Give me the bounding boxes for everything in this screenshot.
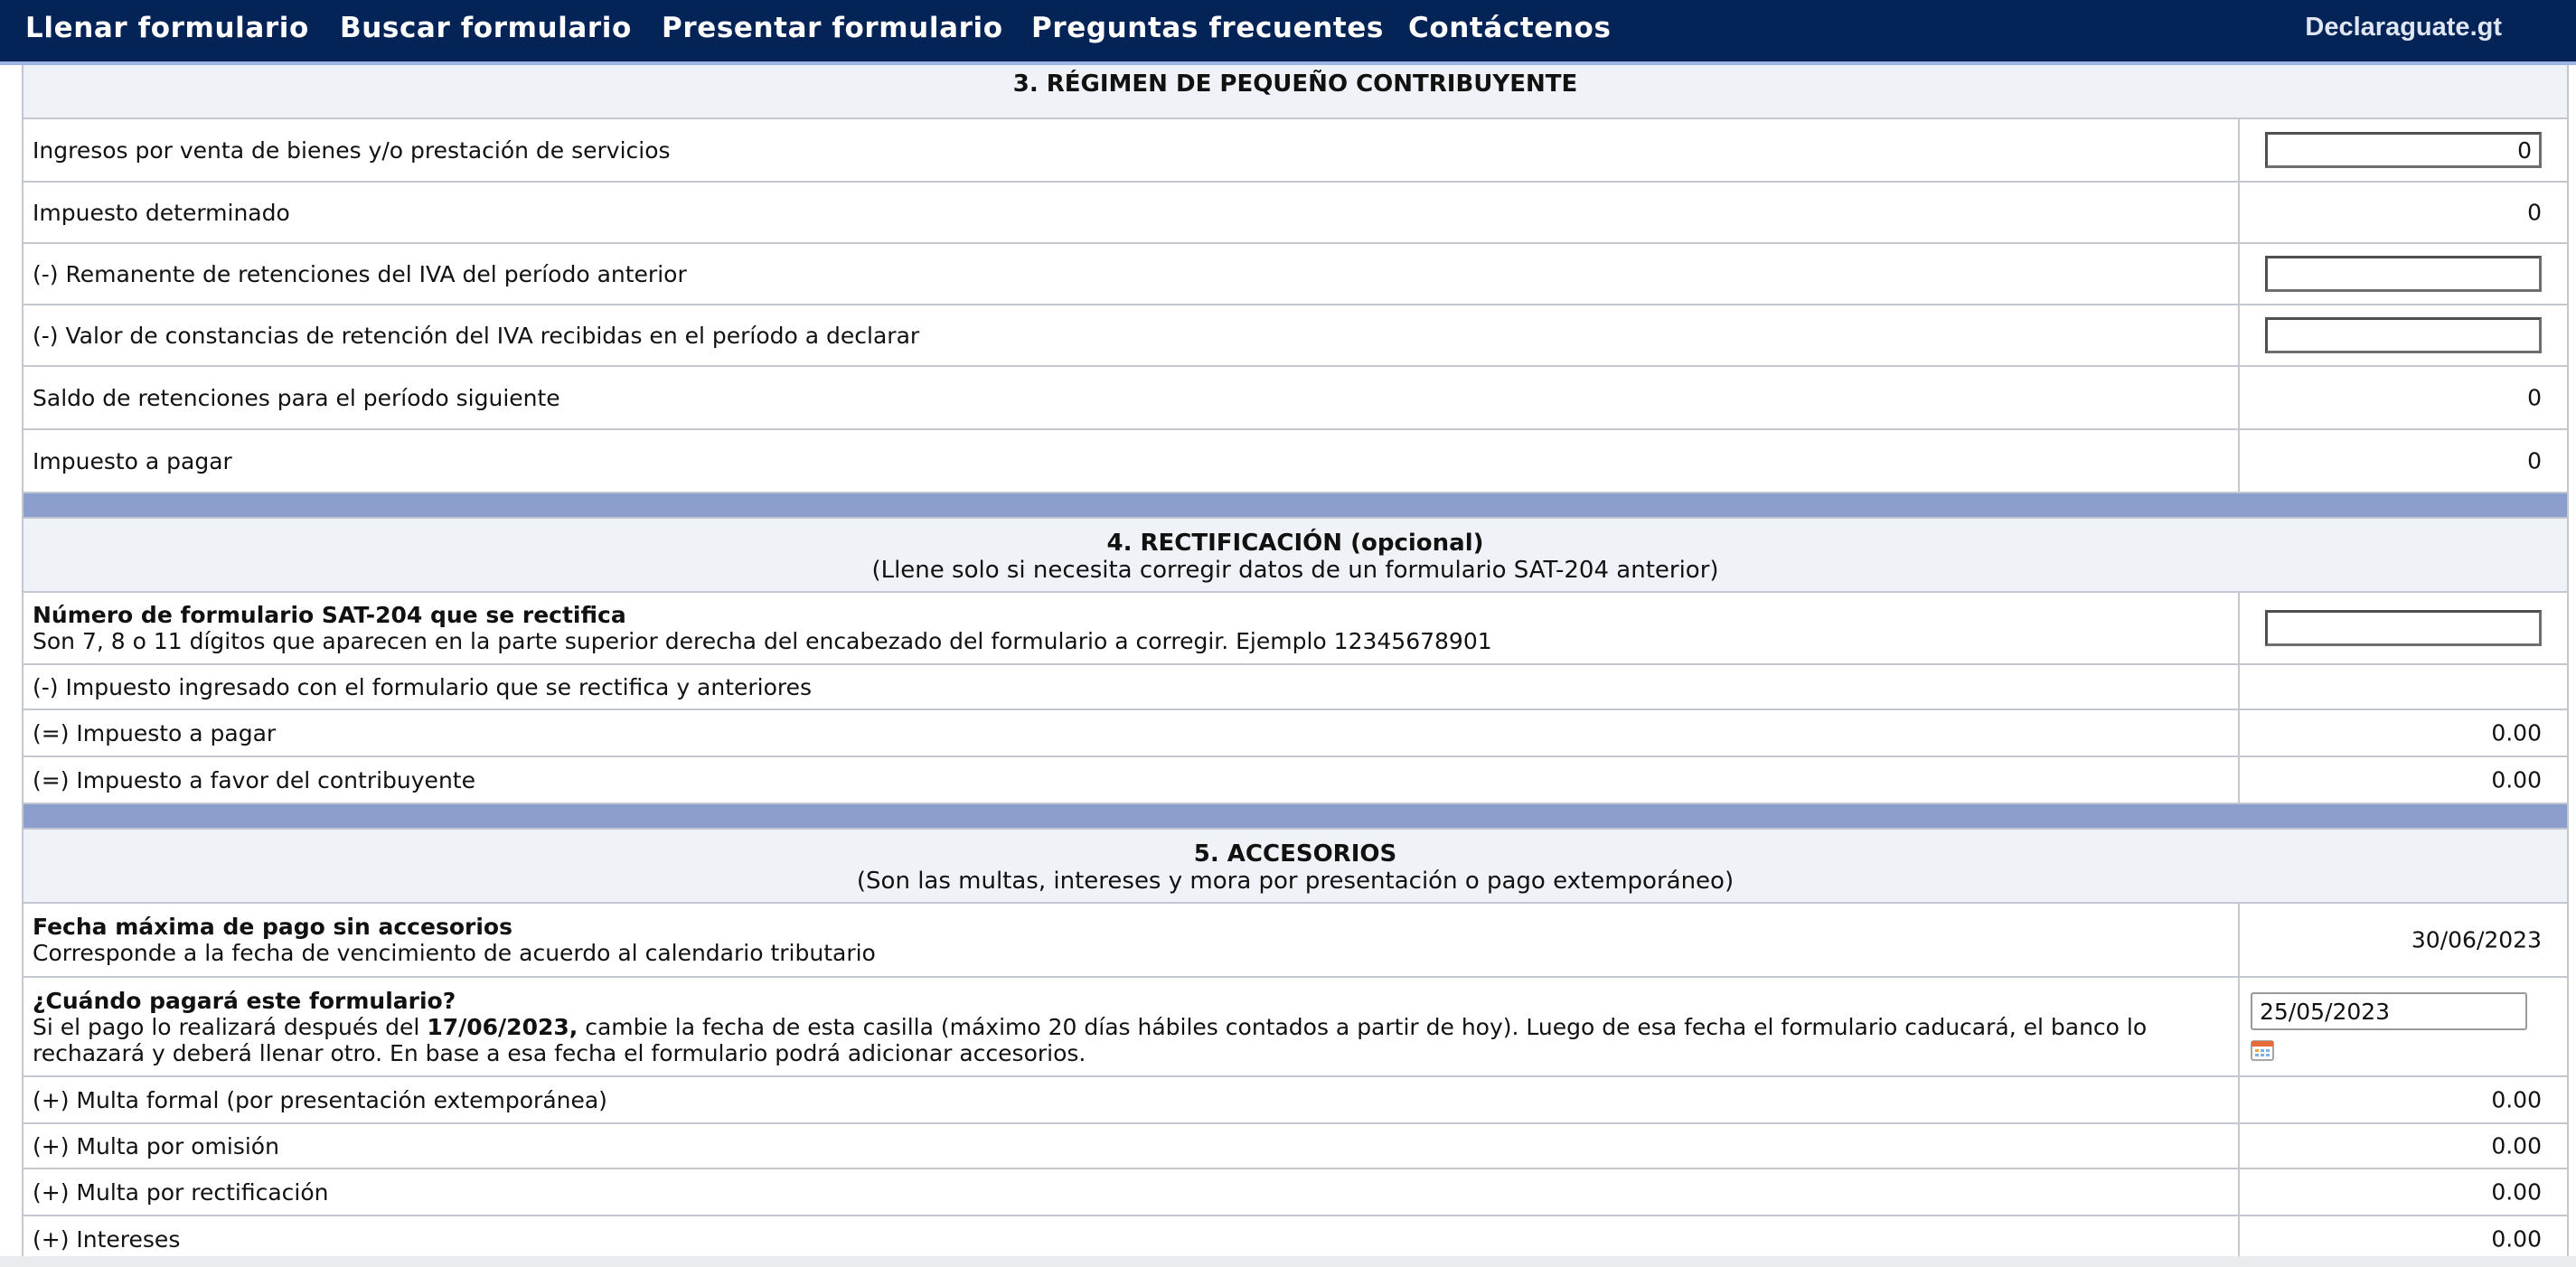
row-multa-rectificacion — [24, 1169, 2567, 1216]
nav-buscar-formulario[interactable]: Buscar formulario — [340, 12, 632, 44]
row-ingresos-label: Ingresos por venta de bienes y/o prestación de servicios — [33, 136, 671, 164]
row-rect-impuesto-a-pagar — [24, 710, 2567, 757]
row-numero-formulario — [24, 593, 2567, 665]
section-4-title: 4. RECTIFICACIÓN (opcional) — [1106, 530, 1484, 557]
nav-llenar-formulario[interactable]: Llenar formulario — [25, 12, 309, 44]
row-multa-rectificacion-label: (+) Multa por rectificación — [33, 1178, 329, 1206]
row-impuesto-a-pagar — [24, 430, 2567, 493]
row-saldo-label: Saldo de retenciones para el período siguiente — [33, 384, 560, 411]
row-multa-formal — [24, 1077, 2567, 1124]
section-separator — [24, 802, 2567, 830]
multa-formal-value: 0.00 — [2491, 1086, 2542, 1113]
row-valor-constancias-label: (-) Valor de constancias de retención del IVA recibidas en el período a declarar — [33, 322, 920, 349]
row-fecha-maxima — [24, 904, 2567, 978]
row-impuesto-determinado-label: Impuesto determinado — [33, 199, 290, 226]
calendar-icon[interactable] — [2251, 1039, 2274, 1061]
remanente-input[interactable] — [2265, 256, 2542, 292]
row-impuesto-determinado — [24, 183, 2567, 244]
row-fecha-maxima-description: Corresponde a la fecha de vencimiento de acuerdo al calendario tributario — [33, 940, 876, 966]
impuesto-determinado-value: 0 — [2527, 199, 2542, 226]
row-remanente-label: (-) Remanente de retenciones del IVA del período anterior — [33, 260, 687, 287]
impuesto-a-pagar-value: 0 — [2527, 447, 2542, 474]
nav-contactenos[interactable]: Contáctenos — [1408, 12, 1612, 44]
row-multa-omision-label: (+) Multa por omisión — [33, 1132, 279, 1159]
row-ingresos — [24, 119, 2567, 183]
section-separator — [24, 492, 2567, 519]
intereses-value: 0.00 — [2491, 1225, 2542, 1253]
impuesto-a-favor-value: 0.00 — [2491, 766, 2542, 793]
row-rect-impuesto-a-pagar-label: (=) Impuesto a pagar — [33, 719, 277, 746]
row-multa-omision — [24, 1124, 2567, 1169]
multa-rectificacion-value: 0.00 — [2491, 1178, 2542, 1206]
row-intereses-label: (+) Intereses — [33, 1225, 181, 1253]
row-numero-formulario-label: Número de formulario SAT-204 que se rectifica — [33, 602, 626, 628]
row-impuesto-a-favor — [24, 757, 2567, 804]
section-5-title: 5. ACCESORIOS — [1193, 840, 1397, 868]
nav-presentar-formulario[interactable]: Presentar formulario — [662, 12, 1003, 44]
brand-logo-text[interactable]: Declaraguate.gt — [2305, 13, 2502, 42]
row-multa-formal-label: (+) Multa formal (por presentación extemporánea) — [33, 1086, 607, 1113]
numero-formulario-input[interactable] — [2265, 610, 2542, 646]
bottom-scroll-edge — [0, 1256, 2576, 1267]
ingresos-input[interactable] — [2265, 132, 2542, 168]
row-cuando-pagara-label: ¿Cuándo pagará este formulario? — [33, 987, 456, 1014]
saldo-retenciones-value: 0 — [2527, 384, 2542, 411]
section-5-header — [24, 830, 2567, 904]
row-numero-formulario-description: Son 7, 8 o 11 dígitos que aparecen en la parte superior derecha del encabezado del formulario a corregir. Ejemplo 12345678901 — [33, 628, 1492, 654]
valor-constancias-input[interactable] — [2265, 317, 2542, 353]
sat-form — [22, 65, 2569, 1256]
section-4-header — [24, 519, 2567, 593]
row-intereses — [24, 1216, 2567, 1262]
deadline-date: 17/06/2023, — [427, 1013, 578, 1040]
row-impuesto-ingresado-label: (-) Impuesto ingresado con el formulario que se rectifica y anteriores — [33, 673, 813, 700]
nav-preguntas-frecuentes[interactable]: Preguntas frecuentes — [1031, 12, 1384, 44]
rect-impuesto-a-pagar-value: 0.00 — [2491, 719, 2542, 746]
fecha-maxima-value: 30/06/2023 — [2411, 926, 2542, 953]
row-cuando-pagara — [24, 978, 2567, 1077]
row-saldo-retenciones — [24, 367, 2567, 430]
fecha-pago-input[interactable] — [2251, 992, 2527, 1030]
section-4-subtitle: (Llene solo si necesita corregir datos de un formulario SAT-204 anterior) — [871, 557, 1719, 584]
row-remanente-retenciones — [24, 244, 2567, 305]
row-impuesto-a-pagar-label: Impuesto a pagar — [33, 447, 232, 474]
row-cuando-pagara-description: Si el pago lo realizará después del 17/06/2023, cambie la fecha de esta casilla (máximo 20 días hábiles contados a partir de hoy). Luego de esa fecha el formulario caducará, el banco lo rechazará y deberá llenar otro. En base a esa fecha el formulario podrá adicionar accesorios. — [33, 1013, 2148, 1066]
top-navigation-bar — [0, 0, 2576, 65]
multa-omision-value: 0.00 — [2491, 1132, 2542, 1159]
section-5-subtitle: (Son las multas, intereses y mora por presentación o pago extemporáneo) — [856, 868, 1735, 895]
section-3-header — [24, 65, 2567, 119]
row-fecha-maxima-label: Fecha máxima de pago sin accesorios — [33, 914, 512, 940]
row-impuesto-a-favor-label: (=) Impuesto a favor del contribuyente — [33, 766, 475, 793]
section-3-title: 3. RÉGIMEN DE PEQUEÑO CONTRIBUYENTE — [1012, 70, 1578, 98]
row-impuesto-ingresado — [24, 665, 2567, 710]
row-valor-constancias — [24, 305, 2567, 367]
